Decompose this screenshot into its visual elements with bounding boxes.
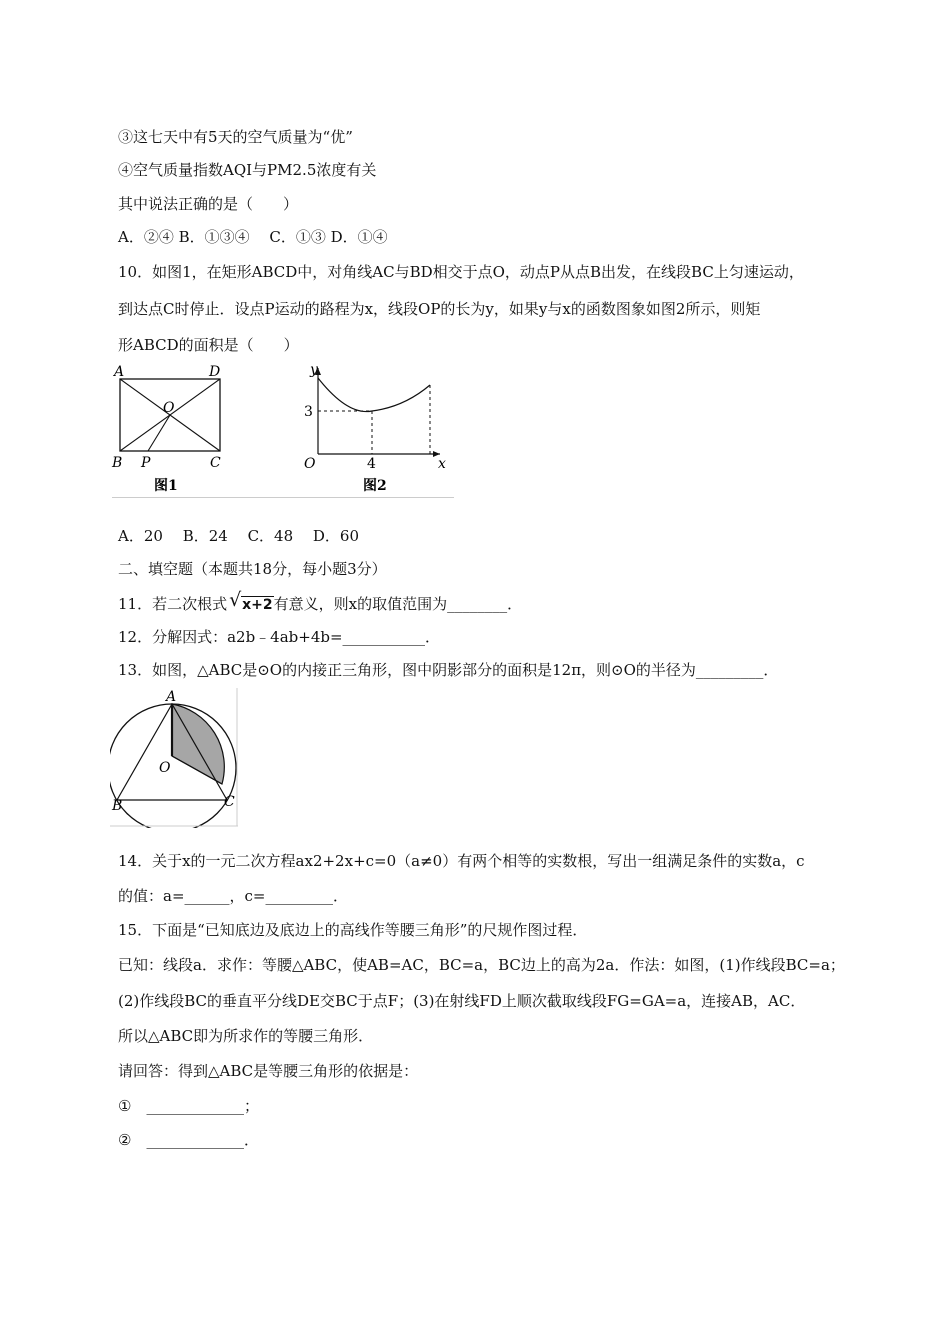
label-B: B xyxy=(112,455,123,471)
figure-1-rectangle xyxy=(108,362,238,500)
sqrt-expression xyxy=(229,589,274,615)
label-D: D xyxy=(209,364,221,380)
circle-label-O: O xyxy=(159,760,171,776)
question-15-line-1: 15．下面是“已知底边及底边上的高线作等腰三角形”的尺规作图过程． xyxy=(118,921,588,939)
question-10-line-3: 形ABCD的面积是（ ） xyxy=(118,336,299,354)
statement-3: ③这七天中有5天的空气质量为“优” xyxy=(118,128,353,146)
answer-blank-2: ② _____________． xyxy=(118,1131,259,1149)
question-14-line-2: 的值：a=______，c=_________． xyxy=(118,887,348,905)
question-12: 12．分解因式：a2b﹣4ab+4b=___________． xyxy=(118,628,441,646)
question-15-line-5: 请回答：得到△ABC是等腰三角形的依据是： xyxy=(118,1062,419,1080)
radical-sign: √ xyxy=(229,589,242,611)
origin-label: O xyxy=(304,456,316,472)
y-tick-3: 3 xyxy=(304,404,313,420)
label-A: A xyxy=(114,364,125,380)
circle-label-B: B xyxy=(112,798,123,814)
question-11 xyxy=(118,589,523,615)
figure-2-caption: 图2 xyxy=(363,478,387,494)
y-axis-label: y xyxy=(310,362,318,378)
question-9-prompt: 其中说法正确的是（ ） xyxy=(118,195,299,213)
circle-label-C: C xyxy=(224,794,235,810)
label-O: O xyxy=(163,400,175,416)
section-2-heading: 二、填空题（本题共18分，每小题3分） xyxy=(118,560,387,578)
statement-4: ④空气质量指数AQI与PM2.5浓度有关 xyxy=(118,161,377,179)
figure-2-graph xyxy=(290,362,460,500)
answer-blank-1: ① _____________； xyxy=(118,1097,259,1115)
question-14-line-1: 14．关于x的一元二次方程ax2+2x+c=0（a≠0）有两个相等的实数根，写出一组满足条件的实数a，c xyxy=(118,852,805,870)
question-15-line-3: (2)作线段BC的垂直平分线DE交BC于点F；(3)在射线FD上顺次截取线段FG=GA=a，连接AB，AC． xyxy=(118,992,806,1010)
radicand: x+2 xyxy=(242,597,273,613)
figure-1-caption: 图1 xyxy=(154,478,178,494)
question-10-options: A．20 B．24 C．48 D．60 xyxy=(118,527,360,545)
question-13: 13．如图，△ABC是⊙O的内接正三角形，图中阴影部分的面积是12π，则⊙O的半径为_________． xyxy=(118,661,779,679)
question-15-line-2: 已知：线段a．求作：等腰△ABC，使AB=AC，BC=a，BC边上的高为2a．作法：如图，(1)作线段BC=a； xyxy=(118,956,845,974)
figure-3-circle xyxy=(110,688,240,828)
question-10-line-2: 到达点C时停止．设点P运动的路程为x，线段OP的长为y，如果y与x的函数图象如图2所示，则矩 xyxy=(118,300,761,318)
shaded-sector xyxy=(172,704,224,784)
question-9-options: A．②④ B．①③④ C．①③ D．①④ xyxy=(118,228,388,246)
circle-label-A: A xyxy=(166,689,177,705)
label-P: P xyxy=(141,455,151,471)
question-15-line-4: 所以△ABC即为所求作的等腰三角形． xyxy=(118,1027,374,1045)
question-10-line-1: 10．如图1，在矩形ABCD中，对角线AC与BD相交于点O，动点P从点B出发，在线段BC上匀速运动， xyxy=(118,263,804,281)
label-C: C xyxy=(210,455,221,471)
question-11-prefix: 11．若二次根式 xyxy=(118,595,228,613)
figure-divider xyxy=(112,497,454,498)
x-tick-4: 4 xyxy=(367,456,376,472)
x-axis-label: x xyxy=(438,456,446,472)
question-11-suffix: 有意义，则x的取值范围为________． xyxy=(273,595,523,613)
